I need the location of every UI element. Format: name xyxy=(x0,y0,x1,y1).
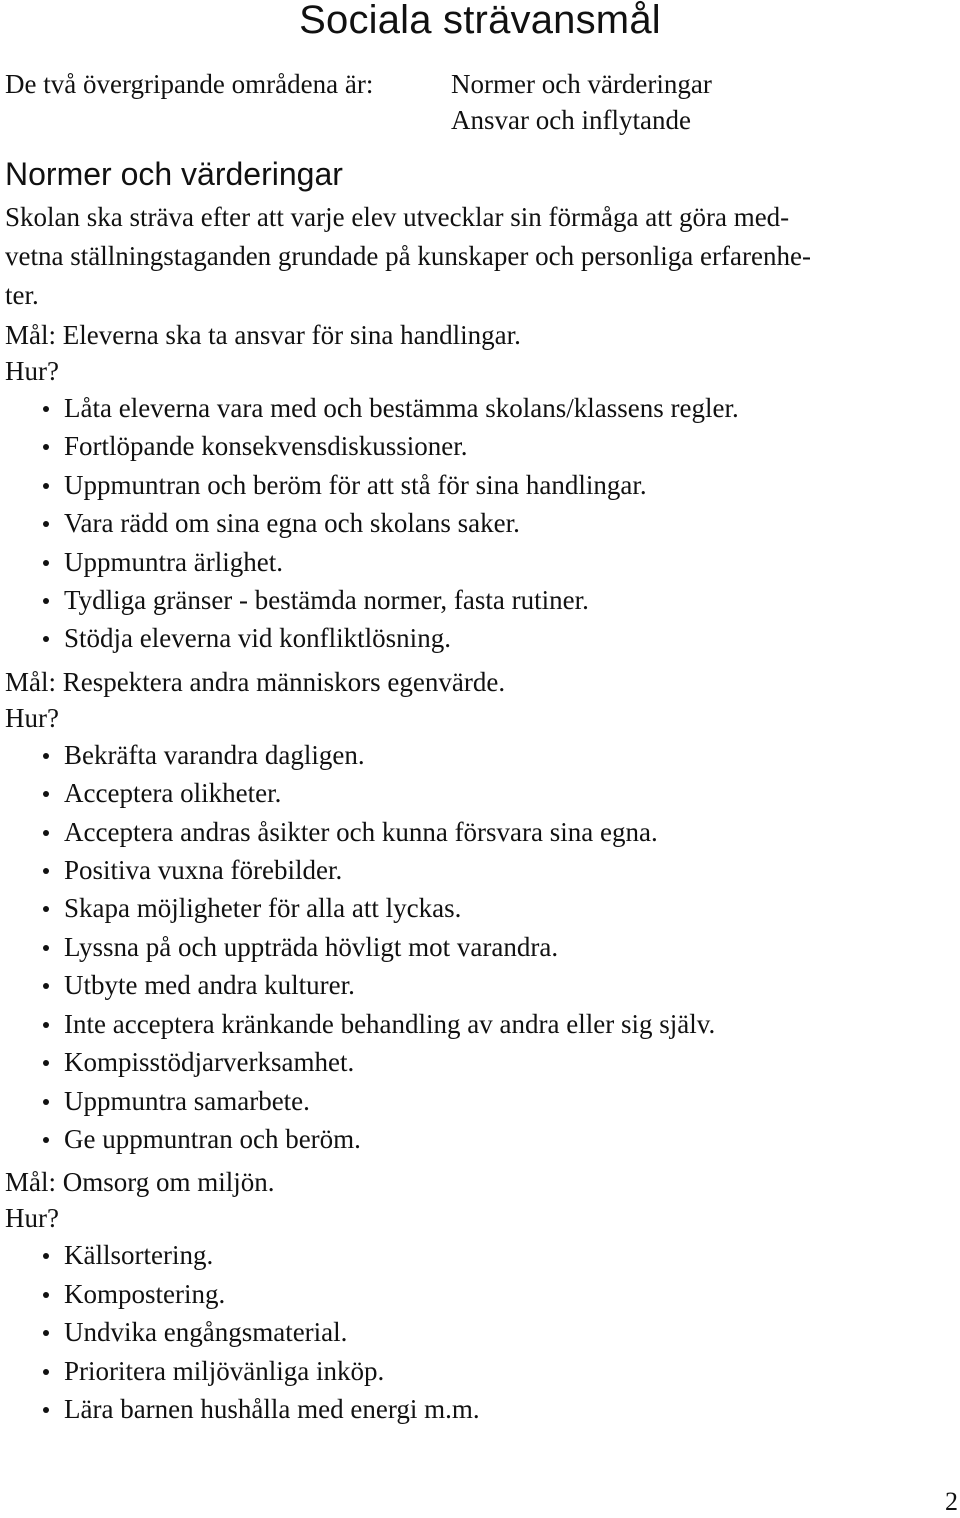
list-item xyxy=(5,966,925,1004)
bullet-icon xyxy=(43,406,49,412)
bullet-icon xyxy=(43,1253,49,1259)
intro-paragraph xyxy=(5,198,920,315)
bullet-list xyxy=(5,736,925,1158)
bullet-icon xyxy=(43,753,49,759)
list-item-text: Lära barnen hushålla med energi m.m. xyxy=(64,1393,480,1424)
list-item xyxy=(5,889,925,927)
list-item-text: Låta eleverna vara med och bestämma skolans/klassens regler. xyxy=(64,393,739,423)
list-item-text: Undvika engångsmaterial. xyxy=(64,1317,348,1348)
list-item xyxy=(5,1043,925,1081)
section-heading: Normer och värderingar xyxy=(5,156,343,192)
list-item xyxy=(5,1390,925,1428)
areas-label: De två övergripande områdena är: xyxy=(5,69,374,99)
list-item xyxy=(5,1275,925,1313)
list-item xyxy=(5,619,925,657)
list-item xyxy=(5,1082,925,1120)
intro-line: Skolan ska sträva efter att varje elev utvecklar sin förmåga att göra med- xyxy=(5,202,790,232)
how-label: Hur? xyxy=(5,702,59,733)
bullet-list xyxy=(5,389,925,658)
page-number: 2 xyxy=(945,1487,958,1516)
list-item xyxy=(5,1120,925,1158)
area-item: Ansvar och inflytande xyxy=(451,105,691,135)
list-item-text: Uppmuntra samarbete. xyxy=(64,1085,310,1116)
bullet-icon xyxy=(43,791,49,797)
area-item: Normer och värderingar xyxy=(451,69,712,99)
list-item-text: Acceptera andras åsikter och kunna försvara sina egna. xyxy=(64,816,658,847)
bullet-icon xyxy=(43,983,49,989)
list-item xyxy=(5,543,925,581)
list-item-text: Bekräfta varandra dagligen. xyxy=(64,739,365,770)
list-item xyxy=(5,1313,925,1351)
bullet-icon xyxy=(43,636,49,642)
bullet-icon xyxy=(43,483,49,489)
intro-line: ter. xyxy=(5,280,39,310)
list-item xyxy=(5,736,925,774)
how-label: Hur? xyxy=(5,356,59,386)
list-item xyxy=(5,466,925,504)
bullet-icon xyxy=(43,598,49,604)
bullet-icon xyxy=(43,1137,49,1143)
bullet-icon xyxy=(43,868,49,874)
list-item xyxy=(5,581,925,619)
list-item xyxy=(5,1236,925,1274)
how-label: Hur? xyxy=(5,1203,59,1234)
bullet-icon xyxy=(43,906,49,912)
bullet-icon xyxy=(43,1407,49,1413)
bullet-icon xyxy=(43,1099,49,1105)
goal-block xyxy=(5,664,925,1158)
intro-line: vetna ställningstaganden grundade på kunskaper och personliga erfarenhe- xyxy=(5,241,811,271)
list-item xyxy=(5,774,925,812)
bullet-list xyxy=(5,1236,925,1428)
list-item xyxy=(5,1352,925,1390)
bullet-icon xyxy=(43,1060,49,1066)
goal-block xyxy=(5,317,925,658)
bullet-icon xyxy=(43,1330,49,1336)
list-item xyxy=(5,389,925,427)
list-item-text: Skapa möjligheter för alla att lyckas. xyxy=(64,893,462,924)
bullet-icon xyxy=(43,945,49,951)
bullet-icon xyxy=(43,1369,49,1375)
goal-title: Mål: Eleverna ska ta ansvar för sina handlingar. xyxy=(5,320,521,350)
list-item-text: Utbyte med andra kulturer. xyxy=(64,970,355,1001)
bullet-icon xyxy=(43,1022,49,1028)
list-item-text: Tydliga gränser - bestämda normer, fasta rutiner. xyxy=(64,585,589,616)
list-item-text: Positiva vuxna förebilder. xyxy=(64,855,343,886)
section-content xyxy=(5,198,925,1428)
list-item xyxy=(5,851,925,889)
bullet-icon xyxy=(43,444,49,450)
page-title: Sociala strävansmål xyxy=(299,0,661,42)
list-item xyxy=(5,928,925,966)
list-item-text: Uppmuntra ärlighet. xyxy=(64,546,283,577)
list-item xyxy=(5,504,925,542)
list-item xyxy=(5,813,925,851)
list-item-text: Lyssna på och uppträda hövligt mot varandra. xyxy=(64,931,559,962)
bullet-icon xyxy=(43,521,49,527)
list-item-text: Acceptera olikheter. xyxy=(64,778,282,809)
list-item xyxy=(5,1005,925,1043)
list-item-text: Uppmuntran och beröm för att stå för sina handlingar. xyxy=(64,469,647,500)
list-item-text: Kompisstödjarverksamhet. xyxy=(64,1047,355,1078)
list-item-text: Källsortering. xyxy=(64,1240,214,1271)
bullet-icon xyxy=(43,830,49,836)
list-item xyxy=(5,427,925,465)
goal-title: Mål: Omsorg om miljön. xyxy=(5,1167,275,1198)
bullet-icon xyxy=(43,560,49,566)
bullet-icon xyxy=(43,1292,49,1298)
list-item-text: Kompostering. xyxy=(64,1278,226,1309)
goal-title: Mål: Respektera andra människors egenvärde. xyxy=(5,666,506,697)
list-item-text: Ge uppmuntran och beröm. xyxy=(64,1123,361,1154)
list-item-text: Prioritera miljövänliga inköp. xyxy=(64,1355,385,1386)
list-item-text: Stödja eleverna vid konfliktlösning. xyxy=(64,623,451,654)
list-item-text: Vara rädd om sina egna och skolans saker. xyxy=(64,508,520,539)
goal-block xyxy=(5,1164,925,1428)
list-item-text: Inte acceptera kränkande behandling av andra eller sig själv. xyxy=(64,1008,716,1039)
list-item-text: Fortlöpande konsekvensdiskussioner. xyxy=(64,431,468,462)
